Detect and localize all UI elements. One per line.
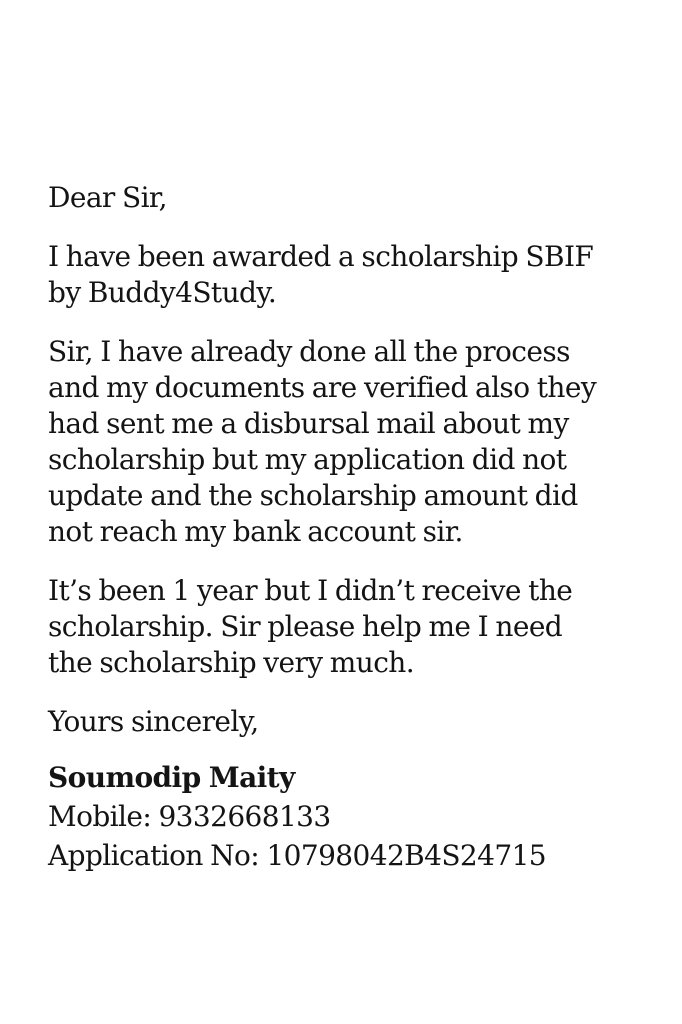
paragraph-line: update and the scholarship amount did <box>48 479 578 512</box>
paragraph-line: and my documents are verified also they <box>48 371 597 404</box>
paragraph-line: I have been awarded a scholarship SBIF <box>48 240 594 273</box>
paragraph-line: Sir, I have already done all the process <box>48 335 570 368</box>
letter-body <box>48 180 648 875</box>
paragraph-award <box>48 239 648 311</box>
paragraph-line: It’s been 1 year but I didn’t receive the <box>48 574 573 607</box>
closing-text: Yours sincerely, <box>48 705 259 738</box>
salutation <box>48 180 648 216</box>
paragraph-line: not reach my bank account sir. <box>48 515 463 548</box>
signature-block <box>48 758 648 875</box>
paragraph-line: scholarship but my application did not <box>48 443 567 476</box>
closing <box>48 704 648 740</box>
paragraph-line: scholarship. Sir please help me I need <box>48 610 563 643</box>
paragraph-line: the scholarship very much. <box>48 646 415 679</box>
signature-name: Soumodip Maity <box>48 761 295 794</box>
signature-application-number: Application No: 10798042B4S24715 <box>48 839 547 872</box>
salutation-text: Dear Sir, <box>48 181 167 214</box>
paragraph-line: by Buddy4Study. <box>48 276 277 309</box>
paragraph-process <box>48 334 648 550</box>
paragraph-line: had sent me a disbursal mail about my <box>48 407 569 440</box>
signature-mobile: Mobile: 9332668133 <box>48 800 331 833</box>
paragraph-request <box>48 573 648 681</box>
